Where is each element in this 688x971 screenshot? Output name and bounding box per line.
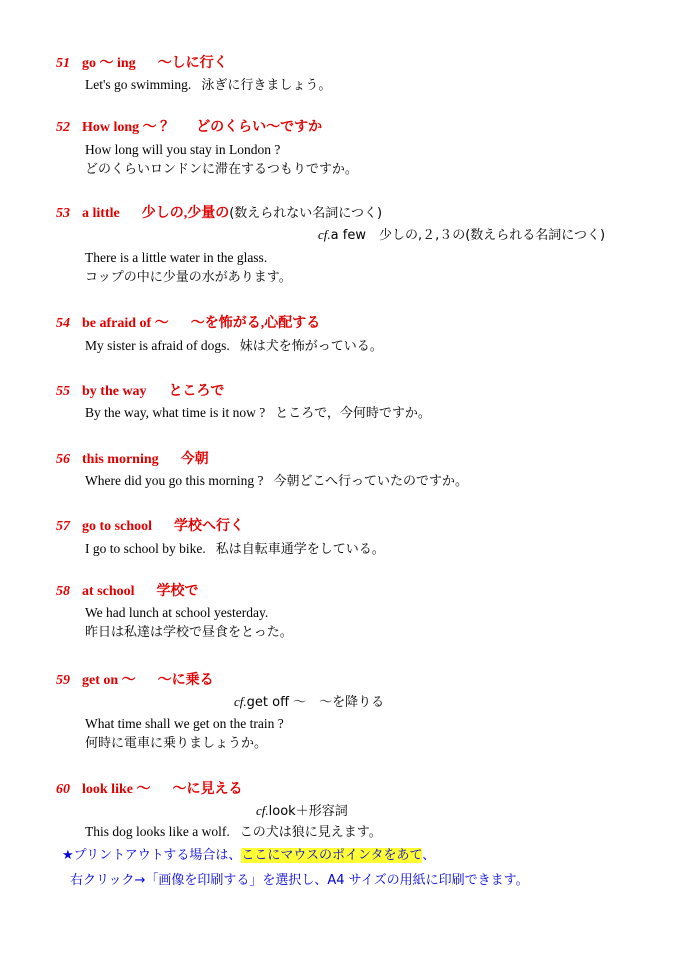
example-english: By the way, what time is it now ? xyxy=(85,405,266,420)
entry-heading xyxy=(56,119,322,137)
entry-number: 55 xyxy=(56,384,70,399)
example-japanese: この犬は狼に見えます。 xyxy=(239,825,382,840)
entry-meaning: ところで xyxy=(168,384,225,399)
example-line xyxy=(85,472,468,491)
entry-meaning: 今朝 xyxy=(180,452,209,467)
example-japanese: 妹は犬を怖がっている。 xyxy=(239,339,383,354)
example-line xyxy=(85,715,284,734)
entry-meaning: ～に乗る xyxy=(157,673,214,688)
entry-number: 51 xyxy=(56,56,70,71)
print-instructions xyxy=(62,845,435,867)
entry-heading xyxy=(56,518,244,536)
cf-label: cf. xyxy=(234,694,247,709)
example-line xyxy=(85,337,383,356)
entry-phrase: How long ～ ？ xyxy=(82,120,175,135)
entry-meaning: ～しに行く xyxy=(157,56,228,71)
example-english: How long will you stay in London ? xyxy=(85,142,281,157)
example-line xyxy=(85,823,382,842)
example-line xyxy=(85,540,385,559)
entry-heading xyxy=(56,383,224,401)
example-japanese: 昨日は私達は学校で昼食をとった。 xyxy=(85,625,293,640)
entry-heading xyxy=(56,451,209,469)
entry-number: 53 xyxy=(56,206,70,221)
entry-heading xyxy=(56,781,242,799)
entry-phrase: by the way xyxy=(82,384,147,399)
entry-meaning: 少しの,少量の xyxy=(141,206,230,221)
cf-text: get off ～ ～を降りる xyxy=(246,695,385,710)
example-japanese: ところで，今何時ですか。 xyxy=(275,406,431,421)
print-instruction-punct: 、 xyxy=(422,848,436,863)
entry-number: 54 xyxy=(56,316,70,331)
example-line xyxy=(85,76,331,95)
example-japanese: 私は自転車通学をしている。 xyxy=(215,542,385,557)
example-line xyxy=(85,141,280,160)
entry-phrase: at school xyxy=(82,584,135,599)
entry-phrase: this morning xyxy=(82,452,159,467)
entry-phrase: be afraid of ～ xyxy=(82,316,169,331)
entry-heading xyxy=(56,55,228,73)
entry-number: 57 xyxy=(56,519,70,534)
example-english: We had lunch at school yesterday. xyxy=(85,605,269,620)
entry-heading xyxy=(56,672,214,690)
example-line xyxy=(85,604,268,623)
entry-number: 56 xyxy=(56,452,70,467)
example-english: There is a little water in the glass. xyxy=(85,250,268,265)
cf-label: cf. xyxy=(256,803,269,818)
entry-meaning: ～を怖がる,心配する xyxy=(190,316,321,331)
entry-phrase: go to school xyxy=(82,519,152,534)
star-icon: ★ xyxy=(62,848,74,863)
entry-meaning: どのくらい～ですか xyxy=(196,120,323,135)
entry-meaning: 学校で xyxy=(156,584,199,599)
entry-meaning: 学校へ行く xyxy=(174,519,244,534)
cf-label: cf. xyxy=(318,227,331,242)
entry-heading xyxy=(56,315,320,333)
example-japanese: どのくらいロンドンに滞在するつもりですか。 xyxy=(85,162,358,177)
example-english: This dog looks like a wolf. xyxy=(85,824,230,839)
cf-note xyxy=(318,226,605,245)
entry-heading xyxy=(56,205,382,223)
example-japanese: 何時に電車に乗りましょうか。 xyxy=(85,736,268,751)
example-english: Where did you go this morning ? xyxy=(85,473,264,488)
entry-heading xyxy=(56,583,199,601)
print-instruction-text: プリントアウトする場合は、 xyxy=(73,848,242,863)
example-english: Let's go swimming. xyxy=(85,77,192,92)
cf-note xyxy=(234,693,384,712)
cf-text: a few 少しの,２,３の(数えられる名詞につく) xyxy=(330,228,606,243)
entry-phrase: go ～ ing xyxy=(82,56,136,71)
entry-phrase: look like ～ xyxy=(82,782,151,797)
entry-phrase: get on ～ xyxy=(82,673,136,688)
entry-number: 60 xyxy=(56,782,70,797)
example-english: My sister is afraid of dogs. xyxy=(85,338,230,353)
print-instructions-line2: 右クリック→「画像を印刷する」を選択し、A4 サイズの用紙に印刷できます。 xyxy=(70,873,529,888)
entry-phrase: a little xyxy=(82,206,120,221)
entry-meaning: ～に見える xyxy=(172,782,243,797)
cf-text: look＋形容詞 xyxy=(268,804,348,819)
example-japanese: コップの中に少量の水があります。 xyxy=(85,270,292,285)
example-english: I go to school by bike. xyxy=(85,541,206,556)
meaning-note: (数えられない名詞につく) xyxy=(229,206,383,221)
example-line xyxy=(85,404,431,423)
entry-number: 59 xyxy=(56,673,70,688)
entry-number: 52 xyxy=(56,120,70,135)
cf-note xyxy=(256,802,348,821)
example-english: What time shall we get on the train ? xyxy=(85,716,284,731)
entry-number: 58 xyxy=(56,584,70,599)
example-japanese: 泳ぎに行きましょう。 xyxy=(201,78,332,93)
print-hover-target[interactable]: ここにマウスのポインタをあて xyxy=(241,848,423,863)
example-japanese: 今朝どこへ行っていたのですか。 xyxy=(273,474,468,489)
example-line xyxy=(85,249,267,268)
